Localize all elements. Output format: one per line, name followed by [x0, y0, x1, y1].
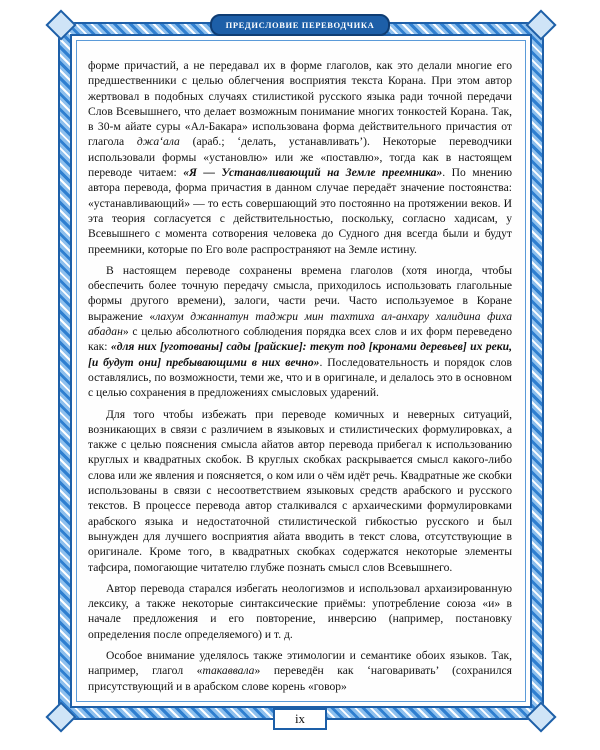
paragraph: Особое внимание уделялось также этимологии и семантике обоих языков. Так, например, глагол «такаввала» переведён как ‘наговаривать’ (сохранился присутствующий и в арабском слове корень «говор»: [88, 648, 512, 693]
page-number: ix: [294, 711, 306, 726]
paragraph: В настоящем переводе сохранены времена глаголов (хотя иногда, чтобы обеспечить более точную передачу смысла, приходилось использовать глагольные формы другого времени), залоги, части речи. Часто используемое в Коране выражение «лахум джаннатун таджри мин тахтиха ал-анхару халидина фиха абадан» с целью абсолютного соблюдения порядка всех слов и их форм переведено как: «для них [уготованы] сады [райские]: текут под [кронами деревьев] их реки, [и будут они] пребывающими в них вечно». Последовательность и порядок слов оставлялись, по возможности, теми же, что и в оригинале, и делалось это в основном с целью сохранения в предложениях смысловых ударений.: [88, 263, 513, 400]
page-number-badge: [273, 708, 327, 730]
running-header-title: ПРЕДИСЛОВИЕ ПЕРЕВОДЧИКА: [225, 20, 375, 30]
running-header: [210, 14, 390, 36]
paragraph: Для того чтобы избежать при переводе комичных и неверных ситуаций, возникающих в связи с различием в языковых и стилистических формулировках, а также с целью пояснения смысла айатов автор перевода прибегал к использованию круглых и квадратных скобок. В круглых скобках раскрывается смысл какого-либо слова или же явления и поясняется, о ком или о чём идёт речь. Квадратные же скобки использованы в связи с несоответствием языковых средств арабского и русского текстов. В процессе перевода автор сталкивался с архаическими формулировками арабского языка и недостаточной стилистической гибкостью русского и был вынужден для лучшего восприятия айата вводить в текст слова, отсутствующие в оригинале. Кроме того, в квадратных скобках содержатся некоторые элементы тафсира, помогающие читателю глубже познать смысл слов Всевышнего.: [88, 407, 512, 574]
paragraph: форме причастий, а не передавал их в форме глаголов, как это делали многие его предшественники с целью облегчения восприятия текста Корана. При этом автор жертвовал в подобных случаях стилистикой русского языка ради точной передачи Слов Всевышнего, что делает возможным понимание многих тонкостей Корана. Так, в 30-м айате суры «Ал-Бакара» использована форма действительного причастия от глагола джа‘ала (араб.; ‘делать, устанавливать’). Некоторые переводчики использовали формы «установлю» или же «поставлю», тогда как в настоящем переводе читаем: «Я — Устанавливающий на Земле преемника». По мнению автора перевода, форма причастия в данном случае передаёт значение постоянства: «устанавливающий» — то есть совершающий это постоянно на протяжении веков. И эта теория согласуется с действительностью, поскольку, согласно хадисам, у Всевышнего с момента сотворения человека до Судного дня всегда были и будут преемники, которые по Его воле распространяют на Земле истину.: [88, 59, 512, 256]
paragraph: Автор перевода старался избегать неологизмов и использовал архаизированную лексику, а также некоторые синтаксические приёмы: употребление союза «и» в начале предложения и его повторение, инверсию (например, постановку определения после определяемого) и т. д.: [88, 581, 512, 641]
body-text: [88, 58, 513, 693]
